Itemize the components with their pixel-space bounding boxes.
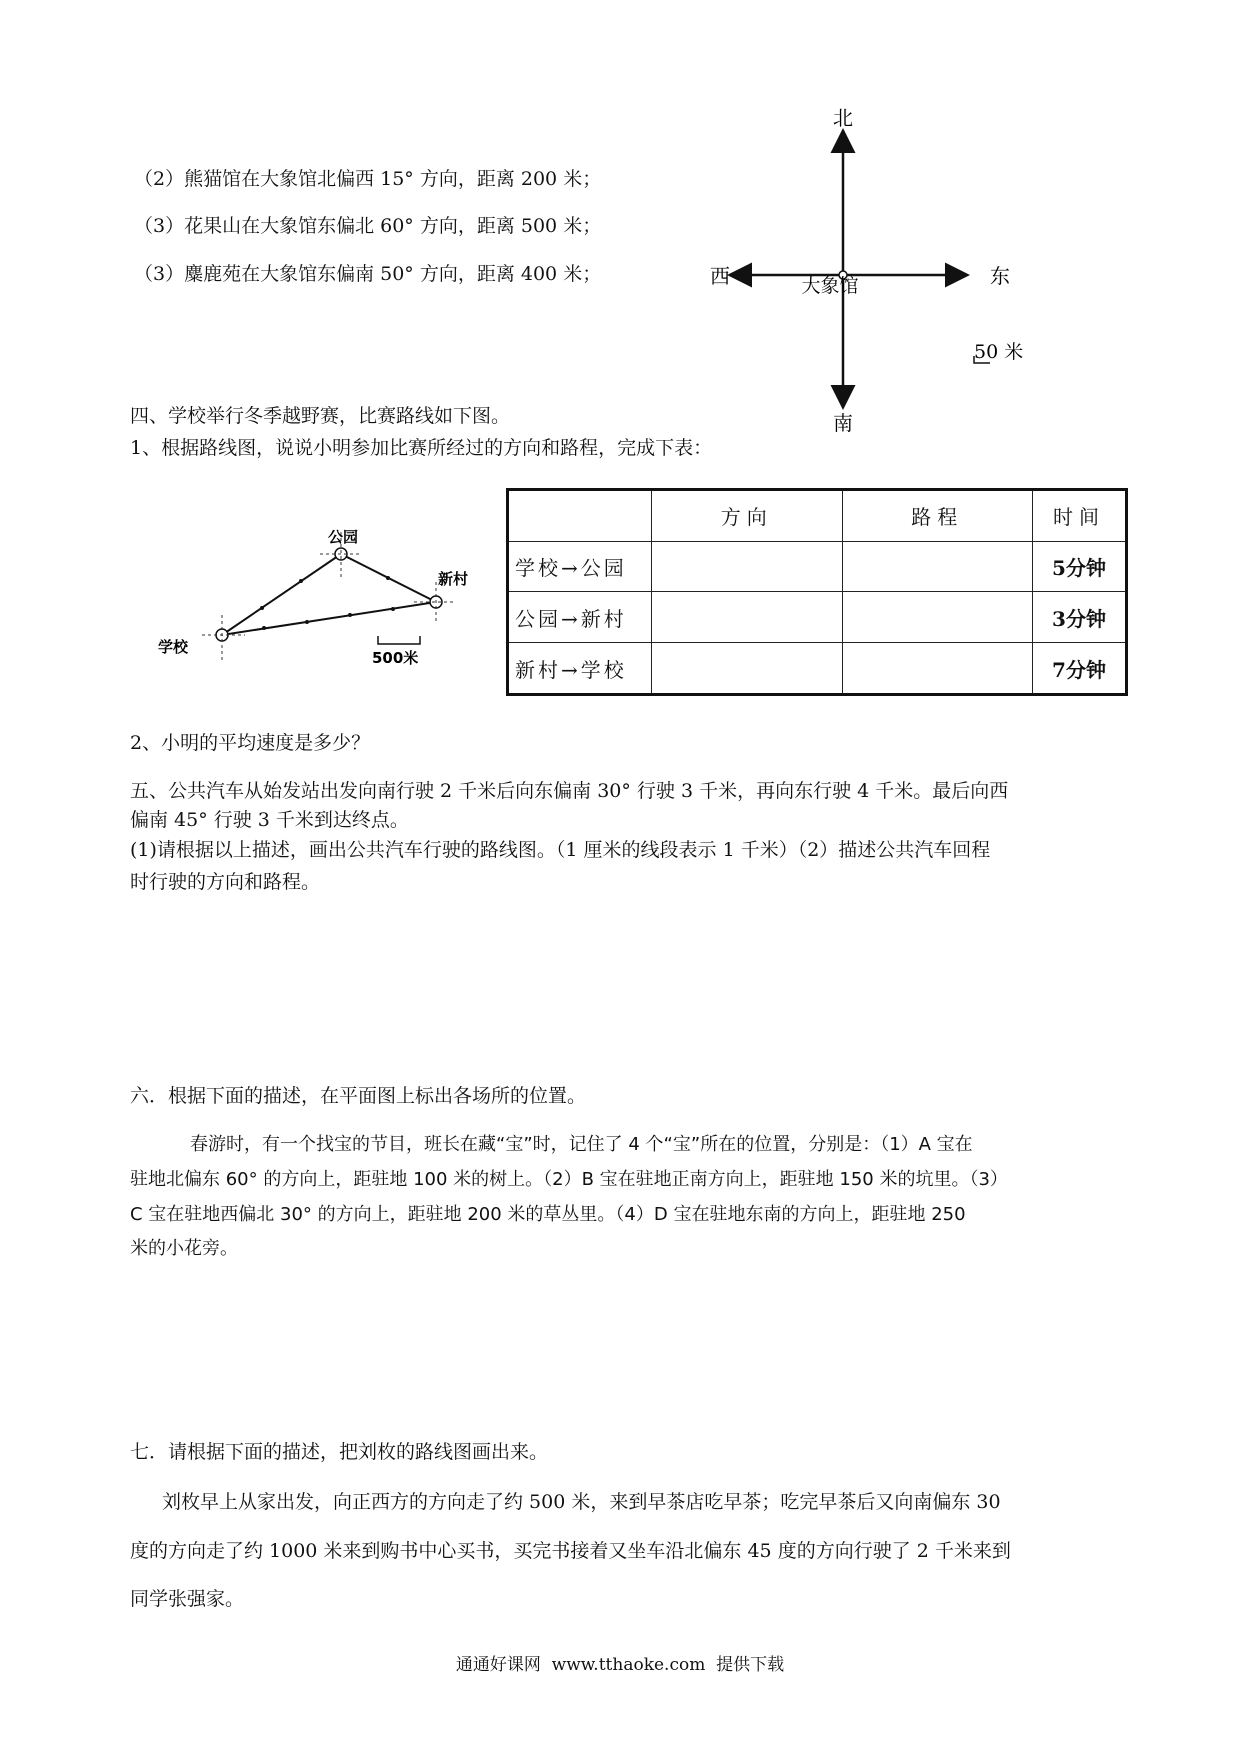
map-scale-label: 500米 (372, 649, 419, 667)
compass-west-label: 西 (710, 264, 730, 288)
q6-line4: 米的小花旁。 (130, 1238, 238, 1259)
distance-dots (260, 576, 395, 630)
route-map (150, 520, 469, 695)
route-cell: 公园→新村 (508, 592, 652, 643)
q6-line2: 驻地北偏东 60° 的方向上，距驻地 100 米的树上。（2）B 宝在驻地正南方向上，距驻地 150 米的坑里。（3） (130, 1169, 1008, 1190)
q7-line3: 同学张强家。 (130, 1588, 245, 1610)
time-cell: 5分钟 (1033, 541, 1127, 592)
q3-item-huaguoshan: （3）花果山在大象馆东偏北 60° 方向，距离 500 米； (134, 215, 602, 237)
route-table (506, 488, 1128, 696)
q4-sub1: 1、根据路线图，说说小明参加比赛所经过的方向和路程，完成下表： (130, 437, 713, 459)
route-cell: 学校→公园 (508, 541, 652, 592)
q3-item-milu: （3）麋鹿苑在大象馆东偏南 50° 方向，距离 400 米； (134, 263, 602, 285)
map-scale-bar (378, 636, 420, 644)
q5-line2: 偏南 45° 行驶 3 千米到达终点。 (130, 809, 409, 831)
park-label: 公园 (328, 528, 359, 546)
compass-east-label: 东 (990, 264, 1010, 288)
time-cell: 7分钟 (1033, 643, 1127, 695)
table-header-row (508, 490, 1127, 542)
q6-line3: C 宝在驻地西偏北 30° 的方向上，距驻地 200 米的草丛里。（4）D 宝在驻地东南的方向上，距驻地 250 (130, 1204, 966, 1225)
q6-line1: 春游时，有一个找宝的节目，班长在藏“宝”时，记住了 4 个“宝”所在的位置，分别是：（1）A 宝在 (190, 1134, 973, 1155)
q4-sub2: 2、小明的平均速度是多少？ (130, 732, 371, 754)
table-row (508, 643, 1127, 695)
direction-cell[interactable] (652, 643, 843, 695)
q5-line3: (1)请根据以上描述，画出公共汽车行驶的路线图。（1 厘米的线段表示 1 千米）（2）描述公共汽车回程 (130, 839, 991, 861)
direction-cell[interactable] (652, 541, 843, 592)
compass-north-label: 北 (833, 106, 853, 130)
time-cell: 3分钟 (1033, 592, 1127, 643)
q4-title: 四、学校举行冬季越野赛，比赛路线如下图。 (130, 405, 511, 427)
route-cell: 新村→学校 (508, 643, 652, 695)
direction-cell[interactable] (652, 592, 843, 643)
table-row (508, 541, 1127, 592)
compass-diagram (690, 105, 1050, 445)
table-header-empty (508, 490, 652, 542)
village-label: 新村 (438, 570, 469, 588)
q6-title: 六．根据下面的描述，在平面图上标出各场所的位置。 (130, 1085, 587, 1107)
q7-title: 七．请根据下面的描述，把刘枚的路线图画出来。 (130, 1441, 549, 1463)
table-row (508, 592, 1127, 643)
compass-center-label: 大象馆 (801, 275, 859, 297)
table-header-distance: 路程 (842, 490, 1033, 542)
compass-south-label: 南 (833, 411, 853, 435)
compass-scale-label: 50 米 (974, 341, 1024, 363)
page-footer: 通通好课网 www.tthaoke.com 提供下载 (455, 1655, 785, 1675)
route-school-park (222, 554, 341, 635)
direction-guides (202, 532, 456, 660)
table-header-time: 时间 (1033, 490, 1127, 542)
distance-cell[interactable] (842, 643, 1033, 695)
q7-line1: 刘枚早上从家出发，向正西方的方向走了约 500 米，来到早茶店吃早茶；吃完早茶后又向南偏东 30 (162, 1491, 1001, 1513)
q5-line1: 五、公共汽车从始发站出发向南行驶 2 千米后向东偏南 30° 行驶 3 千米，再向东行驶 4 千米。最后向西 (130, 780, 1009, 802)
q7-line2: 度的方向走了约 1000 米来到购书中心买书，买完书接着又坐车沿北偏东 45 度的方向行驶了 2 千米来到 (130, 1540, 1011, 1562)
q5-line4: 时行驶的方向和路程。 (130, 871, 321, 893)
distance-cell[interactable] (842, 541, 1033, 592)
route-village-school (222, 602, 436, 635)
q3-item-panda: （2）熊猫馆在大象馆北偏西 15° 方向，距离 200 米； (134, 168, 602, 190)
school-label: 学校 (158, 638, 189, 656)
table-header-direction: 方向 (652, 490, 843, 542)
distance-cell[interactable] (842, 592, 1033, 643)
